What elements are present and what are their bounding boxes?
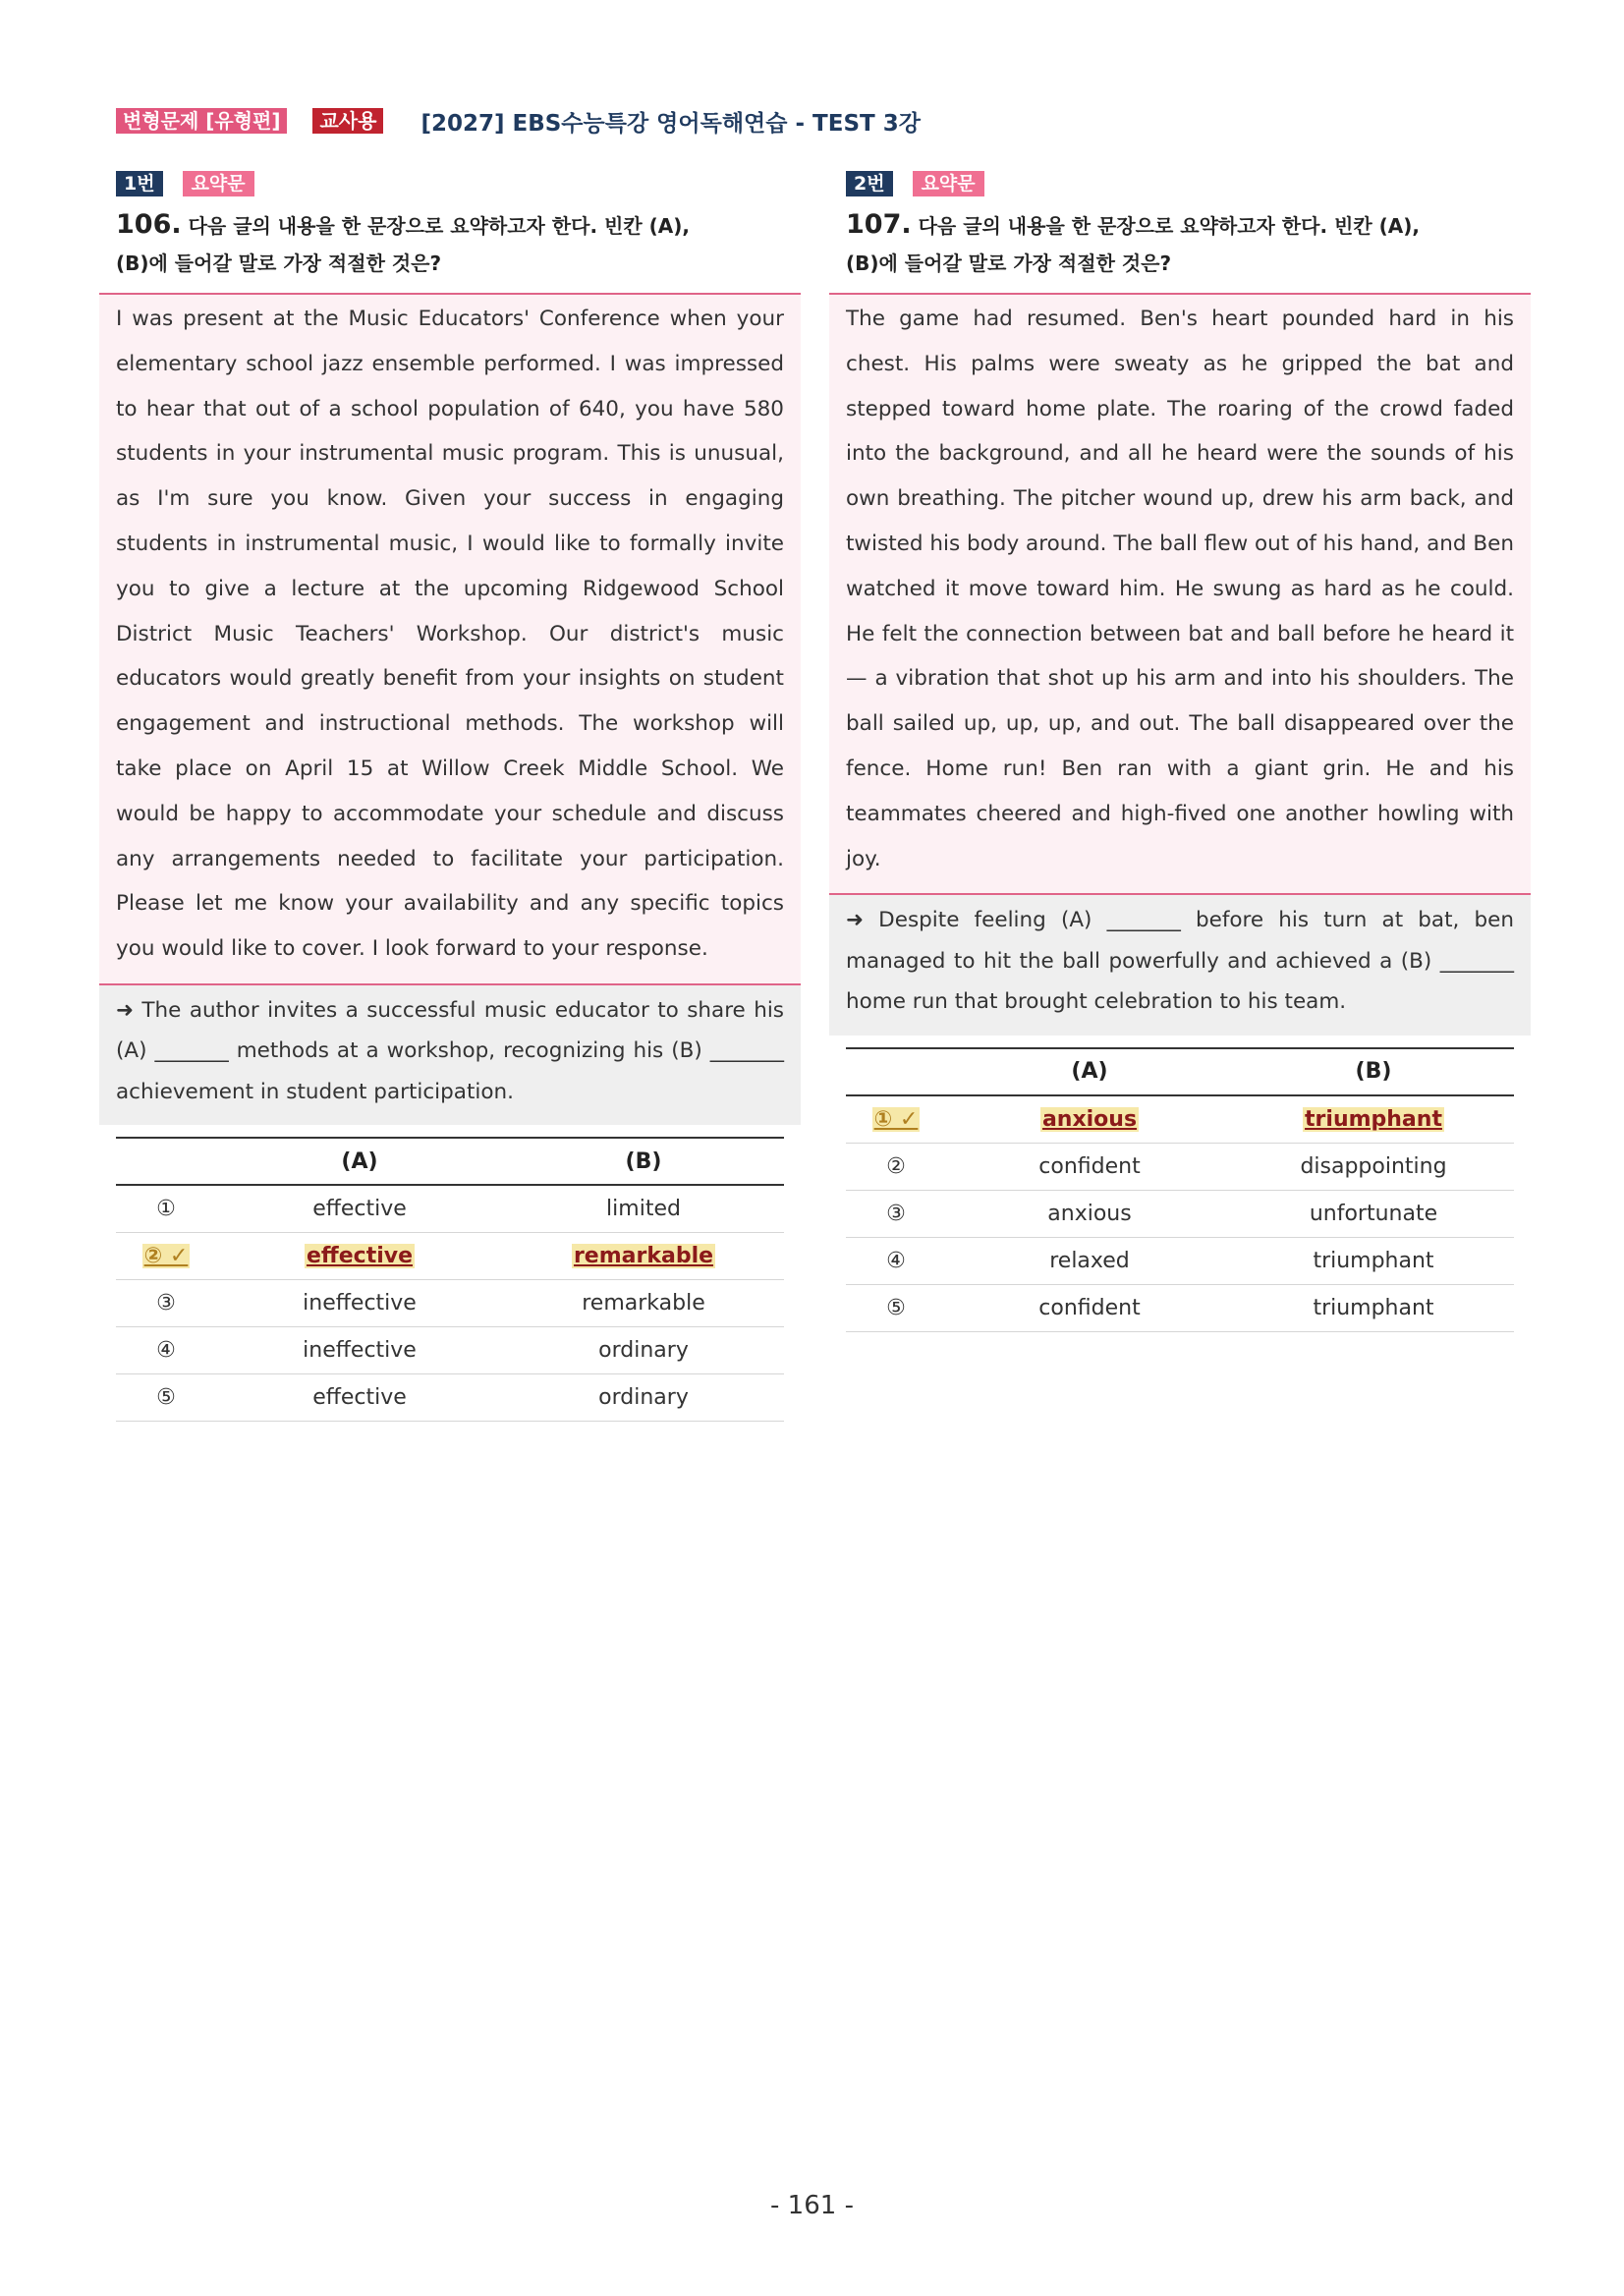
choice-number: ② ✓ bbox=[116, 1233, 216, 1280]
passage-text: I was present at the Music Educators' Conference when your elementary school jazz ensemble performed. I was impressed to hear that out of a school population of 640, you have 580 students in your instrumental music program. This is unusual, as I'm sure you know. Given your success in engaging students in instrumental music, I would like to formally invite you to give a lecture at the upcoming Ridgewood School District Music Teachers' Workshop. Our district's music educators would greatly benefit from your insights on student engagement and instructional methods. The workshop will take place on April 15 at Willow Creek Middle School. We would be happy to accommodate your schedule and discuss any arrangements needed to facilitate your participation. Please let me know your availability and any specific topics you would like to cover. I look forward to your response. bbox=[116, 307, 784, 962]
page-header bbox=[116, 106, 921, 136]
choice-b: remarkable bbox=[503, 1280, 784, 1327]
answer-choices-table bbox=[846, 1047, 1514, 1332]
question-prompt bbox=[116, 206, 801, 282]
question-type-tag: 요약문 bbox=[913, 171, 984, 196]
teacher-tag: 교사용 bbox=[312, 108, 383, 134]
summary-box bbox=[829, 893, 1531, 1036]
prompt-line-1: 다음 글의 내용을 한 문장으로 요약하고자 한다. 빈칸 (A), bbox=[188, 214, 690, 238]
choice-b: triumphant bbox=[1233, 1237, 1514, 1284]
choice-b: disappointing bbox=[1233, 1143, 1514, 1190]
column-a-header: (A) bbox=[946, 1048, 1233, 1095]
summary-text: ➜ Despite feeling (A) _______ before his turn at bat, ben managed to hit the ball powerfully and achieved a (B) _______ home run that brought celebration to his team. bbox=[846, 908, 1514, 1015]
choice-a: effective bbox=[216, 1374, 503, 1422]
choice-number: ① bbox=[116, 1185, 216, 1233]
choice-b: triumphant bbox=[1233, 1284, 1514, 1331]
column-a-header: (A) bbox=[216, 1138, 503, 1185]
choice-b: remarkable bbox=[503, 1233, 784, 1280]
choice-row[interactable] bbox=[846, 1237, 1514, 1284]
question-number-tag: 1번 bbox=[116, 171, 163, 196]
choice-number: ③ bbox=[116, 1280, 216, 1327]
choice-number-header bbox=[846, 1048, 946, 1095]
question-number-tag: 2번 bbox=[846, 171, 893, 196]
prompt-line-2: (B)에 들어갈 말로 가장 적절한 것은? bbox=[846, 252, 1172, 275]
passage-box bbox=[99, 293, 801, 983]
choice-b: ordinary bbox=[503, 1374, 784, 1422]
column-b-header: (B) bbox=[503, 1138, 784, 1185]
question-label-row bbox=[846, 171, 1531, 196]
choice-b: limited bbox=[503, 1185, 784, 1233]
choice-number: ③ bbox=[846, 1190, 946, 1237]
choice-number: ② bbox=[846, 1143, 946, 1190]
summary-text: ➜ The author invites a successful music educator to share his (A) _______ methods at a workshop, recognizing his (B) _______ achievement in student participation. bbox=[116, 997, 784, 1104]
question-type-tag: 요약문 bbox=[183, 171, 254, 196]
choice-number-header bbox=[116, 1138, 216, 1185]
passage-text: The game had resumed. Ben's heart pounded hard in his chest. His palms were sweaty as he gripped the bat and stepped toward home plate. The roaring of the crowd faded into the background, and all he heard were the sounds of his own breathing. The pitcher wound up, drew his arm back, and twisted his body around. The ball flew out of his hand, and Ben watched it move toward him. He swung as hard as he could. He felt the connection between bat and ball before he heard it — a vibration that shot up his arm and into his shoulders. The ball sailed up, up, up, and out. The ball disappeared over the fence. Home run! Ben ran with a giant grin. He and his teammates cheered and high-fived one another howling with joy. bbox=[846, 307, 1514, 871]
passage-box bbox=[829, 293, 1531, 893]
question-column-1 bbox=[99, 171, 801, 1422]
answer-choices-table bbox=[116, 1137, 784, 1422]
correct-choice-row[interactable] bbox=[846, 1095, 1514, 1144]
choice-number: ④ bbox=[116, 1327, 216, 1374]
choice-b: ordinary bbox=[503, 1327, 784, 1374]
choice-number: ④ bbox=[846, 1237, 946, 1284]
summary-box bbox=[99, 983, 801, 1126]
choice-row[interactable] bbox=[116, 1185, 784, 1233]
question-column-2 bbox=[829, 171, 1531, 1332]
choice-a: ineffective bbox=[216, 1327, 503, 1374]
page-number: - 161 - bbox=[770, 2191, 854, 2220]
table-header-row bbox=[116, 1138, 784, 1185]
choice-row[interactable] bbox=[116, 1374, 784, 1422]
choice-number: ⑤ bbox=[846, 1284, 946, 1331]
choice-a: anxious bbox=[946, 1190, 1233, 1237]
choice-b: unfortunate bbox=[1233, 1190, 1514, 1237]
document-title: [2027] EBS수능특강 영어독해연습 - TEST 3강 bbox=[420, 110, 921, 137]
choice-row[interactable] bbox=[116, 1280, 784, 1327]
choice-a: confident bbox=[946, 1284, 1233, 1331]
choice-b: triumphant bbox=[1233, 1095, 1514, 1144]
variant-tag: 변형문제 [유형편] bbox=[116, 108, 287, 134]
choice-a: effective bbox=[216, 1233, 503, 1280]
choice-a: effective bbox=[216, 1185, 503, 1233]
choice-row[interactable] bbox=[846, 1190, 1514, 1237]
column-b-header: (B) bbox=[1233, 1048, 1514, 1095]
question-label-row bbox=[116, 171, 801, 196]
question-prompt bbox=[846, 206, 1531, 282]
choice-a: anxious bbox=[946, 1095, 1233, 1144]
choice-number: ⑤ bbox=[116, 1374, 216, 1422]
choice-row[interactable] bbox=[116, 1327, 784, 1374]
correct-choice-row[interactable] bbox=[116, 1233, 784, 1280]
choice-row[interactable] bbox=[846, 1284, 1514, 1331]
choice-a: ineffective bbox=[216, 1280, 503, 1327]
table-header-row bbox=[846, 1048, 1514, 1095]
choice-a: relaxed bbox=[946, 1237, 1233, 1284]
question-number: 106. bbox=[116, 209, 182, 240]
choice-number: ① ✓ bbox=[846, 1095, 946, 1144]
choice-a: confident bbox=[946, 1143, 1233, 1190]
prompt-line-1: 다음 글의 내용을 한 문장으로 요약하고자 한다. 빈칸 (A), bbox=[918, 214, 1420, 238]
prompt-line-2: (B)에 들어갈 말로 가장 적절한 것은? bbox=[116, 252, 442, 275]
question-number: 107. bbox=[846, 209, 912, 240]
choice-row[interactable] bbox=[846, 1143, 1514, 1190]
